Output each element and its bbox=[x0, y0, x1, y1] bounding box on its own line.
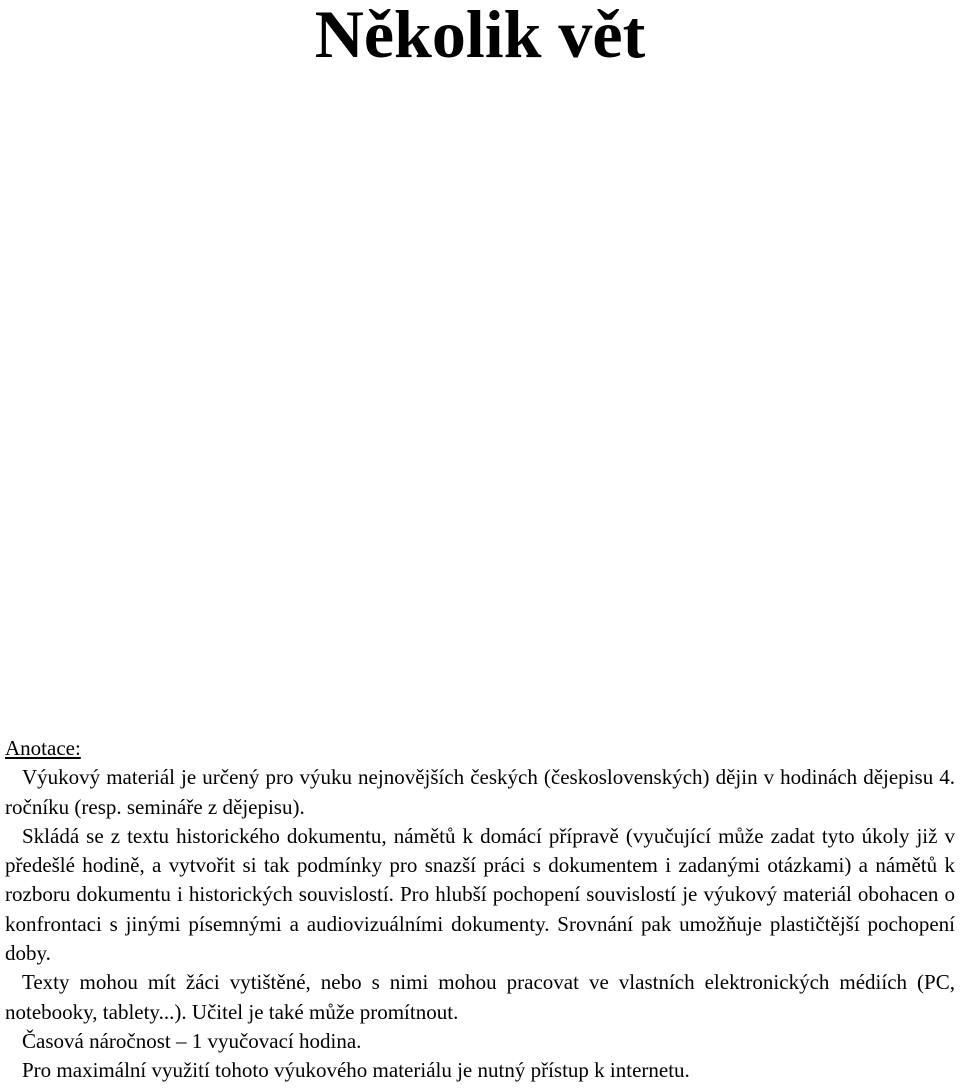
annotation-paragraph: Časová náročnost – 1 vyučovací hodina. bbox=[22, 1028, 362, 1053]
annotation-paragraph: Skládá se z textu historického dokumentu, námětů k domácí přípravě (vyučující může zadat tyto úkoly již v předešlé hodině, a vytvořit si tak podmínky pro snazší práci s dokumentem i zadanými otázkami) a námětů k rozboru dokumentu i historických souvislostí. Pro hlubší pochopení souvislostí je výukový materiál obohacen o konfrontaci s jinými písemnými a audiovizuálními dokumenty. Srovnání pak umožňuje plastičtější pochopení doby. bbox=[5, 823, 955, 966]
annotation-section bbox=[5, 734, 955, 1086]
annotation-paragraph: Pro maximální využití tohoto výukového materiálu je nutný přístup k internetu. bbox=[22, 1058, 690, 1083]
document-title: Několik vět bbox=[314, 0, 646, 72]
annotation-paragraph: Výukový materiál je určený pro výuku nejnovějších českých (československých) dějin v hodinách dějepisu 4. ročníku (resp. semináře z dějepisu). bbox=[5, 765, 955, 819]
annotation-paragraph: Texty mohou mít žáci vytištěné, nebo s nimi mohou pracovat ve vlastních elektronických médiích (PC, notebooky, tablety...). Učitel je také může promítnout. bbox=[5, 970, 955, 1024]
annotation-label: Anotace: bbox=[5, 736, 81, 760]
